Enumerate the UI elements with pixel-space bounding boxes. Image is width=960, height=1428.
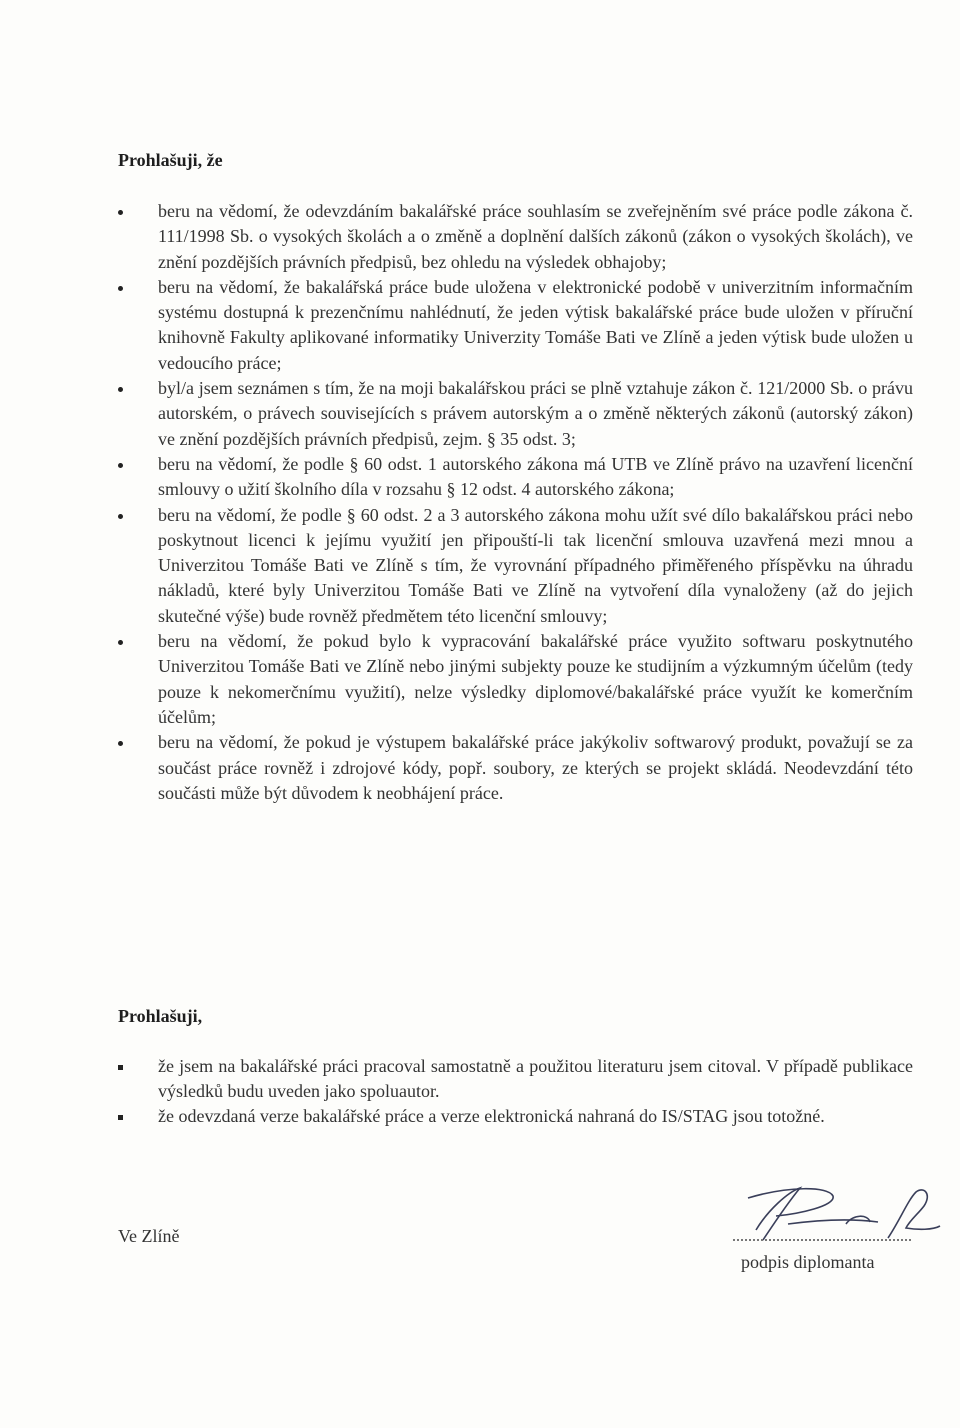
bullet-icon xyxy=(118,286,123,291)
bullet-icon xyxy=(118,463,123,468)
section2-heading: Prohlašuji, xyxy=(118,1006,203,1026)
list-item: beru na vědomí, že pokud je výstupem bakalářské práce jakýkoliv softwarový produkt, považují se za součást práce rovněž i zdrojové kódy, popř. soubory, ze kterých se projekt skládá. Neodevzdání této součásti může být důvodem k neobhájení práce. xyxy=(118,730,913,806)
bullet-icon xyxy=(118,741,123,746)
list-item: beru na vědomí, že podle § 60 odst. 1 autorského zákona má UTB ve Zlíně právo na uzavření licenční smlouvy o užití školního díla v rozsahu § 12 odst. 4 autorského zákona; xyxy=(118,452,913,503)
bullet-icon xyxy=(118,640,123,645)
list-item: beru na vědomí, že odevzdáním bakalářské práce souhlasím se zveřejněním své práce podle zákona č. 111/1998 Sb. o vysokých školách a o změně a doplnění dalších zákonů (zákon o vysokých školách), ve znění pozdějších právních předpisů, bez ohledu na výsledek obhajoby; xyxy=(118,199,913,275)
list-item: beru na vědomí, že podle § 60 odst. 2 a 3 autorského zákona mohu užít své dílo bakalářskou práci nebo poskytnout licenci k jejímu využití jen připouští-li tak licenční smlouva uzavřená mezi mnou a Univerzitou Tomáše Bati ve Zlíně s tím, že vyrovnání případného přiměřeného příspěvku na úhradu nákladů, které byly Univerzitou Tomáše Bati ve Zlíně na vytvoření díla vynaloženy (až do jejich skutečné výše) bude rovněž předmětem této licenční smlouvy; xyxy=(118,503,913,629)
signature-icon xyxy=(728,1180,943,1245)
list-item: byl/a jsem seznámen s tím, že na moji bakalářskou práci se plně vztahuje zákon č. 121/2000 Sb. o právu autorském, o právech souvisejících s právem autorským a o změně některých zákonů (autorský zákon) ve znění pozdějších právních předpisů, zejm. § 35 odst. 3; xyxy=(118,376,913,452)
list-item: že odevzdaná verze bakalářské práce a verze elektronická nahraná do IS/STAG jsou totožné. xyxy=(118,1104,913,1129)
bullet-icon xyxy=(118,1065,123,1070)
place-label: Ve Zlíně xyxy=(118,1226,180,1246)
bullet-icon xyxy=(118,1115,123,1120)
section2-list xyxy=(118,1054,913,1129)
signature-label: podpis diplomanta xyxy=(741,1252,875,1272)
bullet-icon xyxy=(118,210,123,215)
list-item: beru na vědomí, že pokud bylo k vypracování bakalářské práce využito softwaru poskytnutého Univerzitou Tomáše Bati ve Zlíně nebo jinými subjekty pouze ke studijním a výzkumným účelům (tedy pouze k nekomerčnímu využití), nelze výsledky diplomové/bakalářské práce využít ke komerčním účelům; xyxy=(118,629,913,730)
section1-heading: Prohlašuji, že xyxy=(118,150,223,170)
section1-list xyxy=(118,199,913,806)
list-item: beru na vědomí, že bakalářská práce bude uložena v elektronické podobě v univerzitním informačním systému dostupná k prezenčnímu nahlédnutí, že jeden výtisk bakalářské práce bude uložen v příruční knihovně Fakulty aplikované informatiky Univerzity Tomáše Bati ve Zlíně a jeden výtisk bude uložen u vedoucího práce; xyxy=(118,275,913,376)
list-item: že jsem na bakalářské práci pracoval samostatně a použitou literaturu jsem citoval. V případě publikace výsledků budu uveden jako spoluautor. xyxy=(118,1054,913,1104)
bullet-icon xyxy=(118,387,123,392)
signature-line xyxy=(733,1239,911,1241)
bullet-icon xyxy=(118,514,123,519)
